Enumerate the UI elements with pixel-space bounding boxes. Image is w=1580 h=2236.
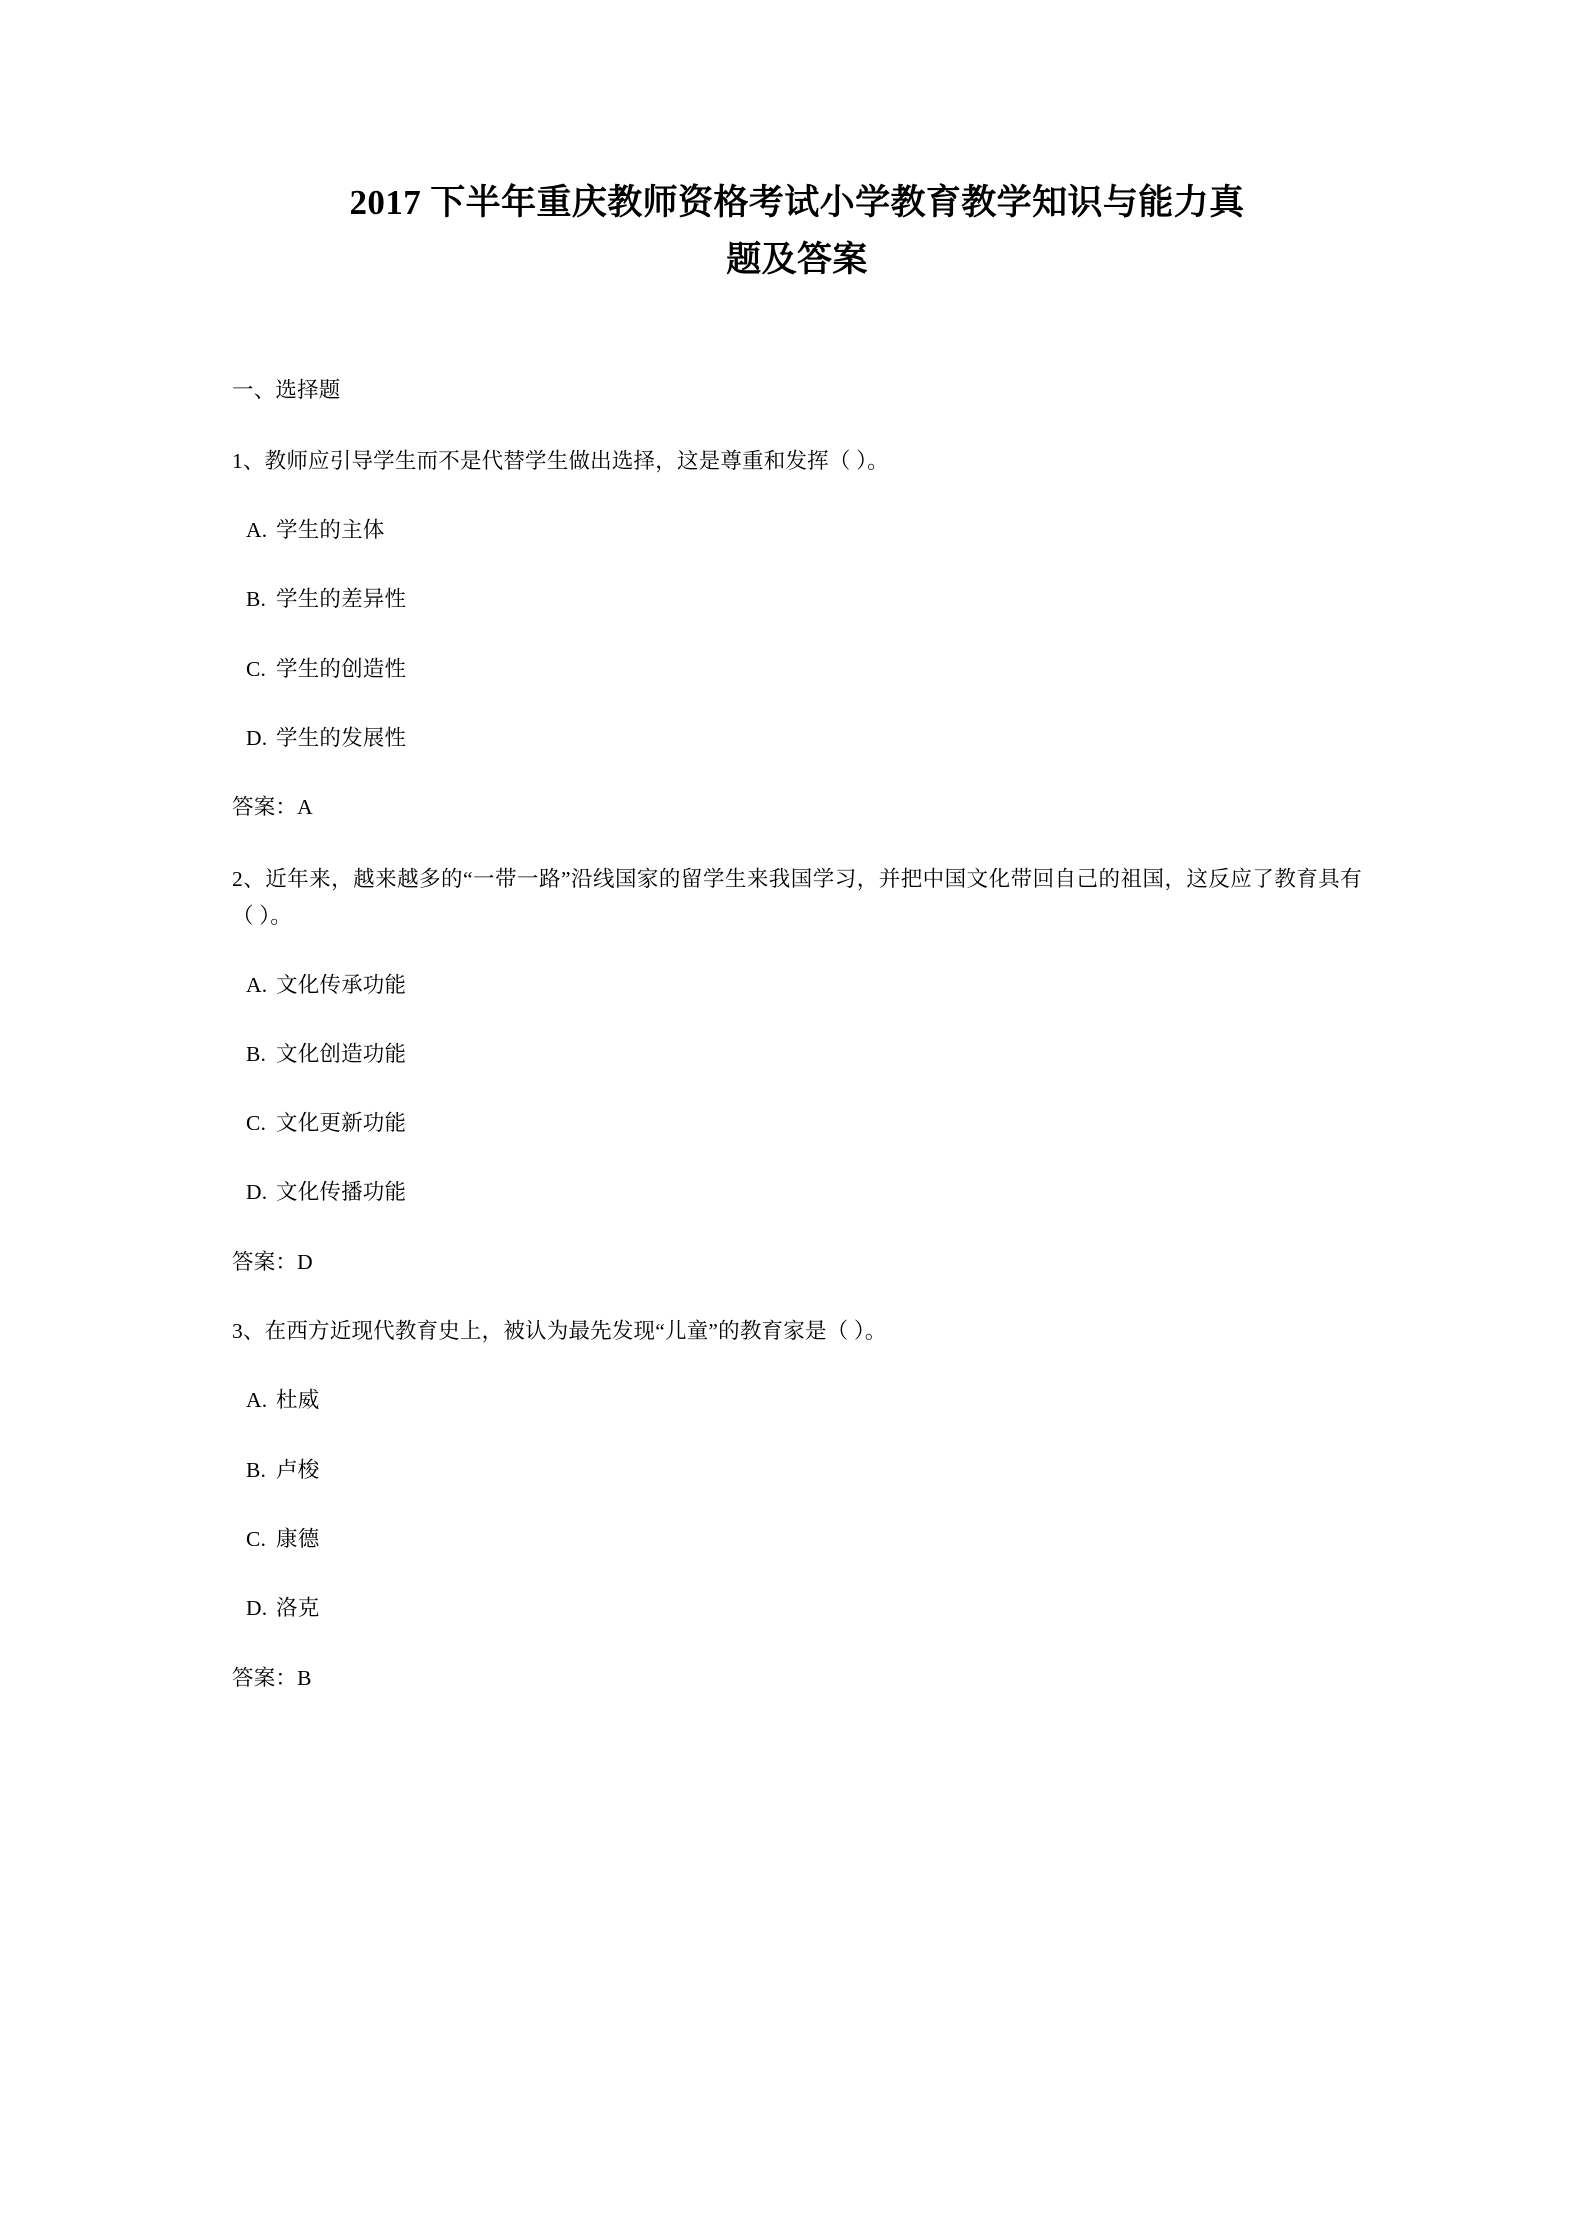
section-heading: 一、选择题 [232,378,341,403]
option-letter: D. [246,1596,268,1621]
option-letter: D. [246,1180,268,1205]
option-letter: C. [246,1527,267,1551]
option-letter: C. [246,1111,267,1136]
option-text: 康德 [276,1527,320,1551]
option-letter: A. [246,972,268,997]
question-1: 1、教师应引导学生而不是代替学生做出选择，这是尊重和发挥（ ）。 [232,448,889,473]
question-2-option-c [232,1107,1362,1140]
question-2-option-a [232,969,1362,1002]
title-spacer [232,288,1362,374]
option-letter: B. [246,587,267,612]
question-1-option-c [232,653,1362,686]
option-letter: A. [246,518,268,542]
page-title-line-1: 2017 下半年重庆教师资格考试小学教育教学知识与能力真 [349,183,1245,222]
option-text: 洛克 [276,1596,320,1621]
option-text: 学生的主体 [276,518,385,542]
option-text: 文化传承功能 [276,972,407,997]
page-title-line-2: 题及答案 [726,239,868,279]
option-letter: D. [246,725,268,750]
question-list [232,445,1362,1695]
question-1-option-d [232,722,1362,755]
option-text: 杜威 [276,1388,320,1413]
option-text: 学生的发展性 [276,725,407,750]
question-2-option-b [232,1038,1362,1071]
question-3-option-d [232,1592,1362,1625]
question-2-answer: 答案：D [232,1249,313,1274]
option-text: 文化传播功能 [276,1180,407,1205]
option-text: 学生的创造性 [276,656,407,681]
question-1-option-a [232,514,1362,547]
question-3-option-b [232,1454,1362,1487]
question-3-answer: 答案：B [232,1665,312,1690]
question-3-option-c [232,1523,1362,1556]
question-3: 3、在西方近现代教育史上，被认为最先发现“儿童”的教育家是（ ）。 [232,1319,887,1344]
option-text: 文化更新功能 [276,1111,407,1136]
option-letter: C. [246,656,267,681]
option-letter: B. [246,1457,267,1482]
question-1-option-b [232,583,1362,616]
option-text: 文化创造功能 [276,1041,407,1066]
option-letter: A. [246,1388,268,1413]
question-2: 2、近年来，越来越多的“一带一路”沿线国家的留学生来我国学习，并把中国文化带回自己的祖国，这反应了教育具有（ ）。 [232,866,1362,928]
option-text: 学生的差异性 [276,587,407,612]
page-title [232,175,1362,288]
question-3-option-a [232,1384,1362,1417]
question-1-answer: 答案：A [232,795,313,820]
option-text: 卢梭 [276,1457,320,1482]
question-2-option-d [232,1176,1362,1209]
option-letter: B. [246,1041,267,1066]
